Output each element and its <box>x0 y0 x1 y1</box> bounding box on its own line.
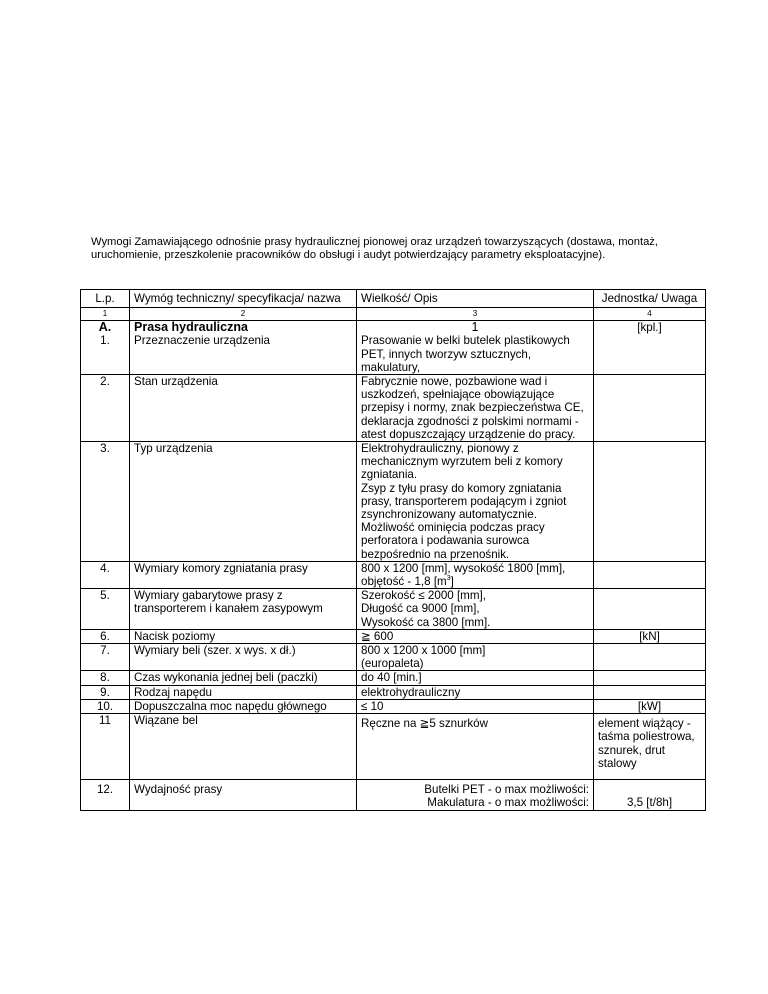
row-lp: 12. <box>81 780 130 810</box>
row-unit <box>594 561 706 588</box>
row-name: Nacisk poziomy <box>130 629 357 643</box>
row-name: Wiązane bel <box>130 714 357 780</box>
table-row <box>81 699 706 713</box>
row-name: Wymiary komory zgniatania prasy <box>130 561 357 588</box>
row-name: Prasa hydrauliczna <box>130 321 357 335</box>
row-value: Elektrohydrauliczny, pionowy z mechanicznym wyrzutem beli z komory zgniatania. Zsyp z tyłu prasy do komory zgniatania prasy, transporterem podającym i zgniot zsynchronizowany automatycznie. Możliwość ominięcia podczas pracy perforatora i podawania surowca bezpośrednio na przenośnik. <box>357 442 594 562</box>
row-unit <box>594 442 706 562</box>
row-unit <box>594 671 706 685</box>
row-unit: [kW] <box>594 699 706 713</box>
table-row <box>81 442 706 562</box>
table-row <box>81 629 706 643</box>
row-name: Typ urządzenia <box>130 442 357 562</box>
row-unit <box>594 375 706 442</box>
row-unit: [kpl.] <box>594 321 706 335</box>
row-unit <box>594 589 706 630</box>
column-number-row <box>81 308 706 321</box>
row-unit: [kN] <box>594 629 706 643</box>
col-number-1: 1 <box>81 308 130 321</box>
row-name: Dopuszczalna moc napędu głównego <box>130 699 357 713</box>
row-lp: 1. <box>81 334 130 374</box>
header-requirement: Wymóg techniczny/ specyfikacja/ nazwa <box>130 290 357 308</box>
table-row <box>81 685 706 699</box>
col-number-2: 2 <box>130 308 357 321</box>
row-value <box>357 561 594 588</box>
row-name: Czas wykonania jednej beli (paczki) <box>130 671 357 685</box>
intro-paragraph: Wymogi Zamawiającego odnośnie prasy hydraulicznej pionowej oraz urządzeń towarzyszących (dostawa, montaż, uruchomienie, przeszkolenie pracowników do obsługi i audyt potwierdzający parametry eksploatacyjne). <box>91 236 659 262</box>
table-row <box>81 589 706 630</box>
table-row <box>81 561 706 588</box>
row-lp: 11 <box>81 714 130 780</box>
row-lp: 6. <box>81 629 130 643</box>
row-value-superscript: 3 <box>446 575 451 583</box>
row-value: ≤ 10 <box>357 699 594 713</box>
row-value: Prasowanie w belki butelek plastikowych PET, innych tworzyw sztucznych, makulatury, <box>357 334 594 374</box>
row-value: do 40 [min.] <box>357 671 594 685</box>
row-lp: 9. <box>81 685 130 699</box>
row-lp: 4. <box>81 561 130 588</box>
row-value: 800 x 1200 x 1000 [mm] (europaleta) <box>357 644 594 671</box>
header-unit: Jednostka/ Uwaga <box>594 290 706 308</box>
row-name: Przeznaczenie urządzenia <box>130 334 357 374</box>
table-row <box>81 714 706 780</box>
row-lp: 5. <box>81 589 130 630</box>
row-value: Szerokość ≤ 2000 [mm], Długość ca 9000 [mm], Wysokość ca 3800 [mm]. <box>357 589 594 630</box>
row-value-tail: ] <box>450 575 454 589</box>
row-lp: 10. <box>81 699 130 713</box>
table-row <box>81 334 706 374</box>
table-row <box>81 321 706 335</box>
row-unit <box>594 685 706 699</box>
row-unit <box>594 334 706 374</box>
col-number-4: 4 <box>594 308 706 321</box>
row-name: Rodzaj napędu <box>130 685 357 699</box>
row-value: Butelki PET - o max możliwości: Makulatura - o max możliwości: <box>357 780 594 810</box>
row-lp: 7. <box>81 644 130 671</box>
row-name: Stan urządzenia <box>130 375 357 442</box>
row-lp: 2. <box>81 375 130 442</box>
table-header-row <box>81 290 706 308</box>
row-name: Wydajność prasy <box>130 780 357 810</box>
table-row <box>81 644 706 671</box>
row-name: Wymiary gabarytowe prasy z transporterem i kanałem zasypowym <box>130 589 357 630</box>
table-row <box>81 780 706 810</box>
row-value: ≧ 600 <box>357 629 594 643</box>
table-row <box>81 671 706 685</box>
row-lp: 8. <box>81 671 130 685</box>
row-unit <box>594 644 706 671</box>
row-value-text: 800 x 1200 [mm], wysokość 1800 [mm], objętość - 1,8 [m <box>361 561 566 589</box>
table-row <box>81 375 706 442</box>
col-number-3: 3 <box>357 308 594 321</box>
row-name: Wymiary beli (szer. x wys. x dł.) <box>130 644 357 671</box>
header-lp: L.p. <box>81 290 130 308</box>
specification-table <box>80 289 706 811</box>
header-value: Wielkość/ Opis <box>357 290 594 308</box>
row-lp: A. <box>81 321 130 335</box>
row-value: 1 <box>357 321 594 335</box>
row-unit: element wiążący - taśma poliestrowa, sznurek, drut stalowy <box>594 714 706 780</box>
row-lp: 3. <box>81 442 130 562</box>
row-value: elektrohydrauliczny <box>357 685 594 699</box>
row-value: Ręczne na ≧5 sznurków <box>357 714 594 780</box>
row-unit: 3,5 [t/8h] <box>594 780 706 810</box>
row-value: Fabrycznie nowe, pozbawione wad i uszkodzeń, spełniające obowiązujące przepisy i normy, znak bezpieczeństwa CE, deklaracja zgodności z polskimi normami - atest dopuszczający urządzenie do pracy. <box>357 375 594 442</box>
